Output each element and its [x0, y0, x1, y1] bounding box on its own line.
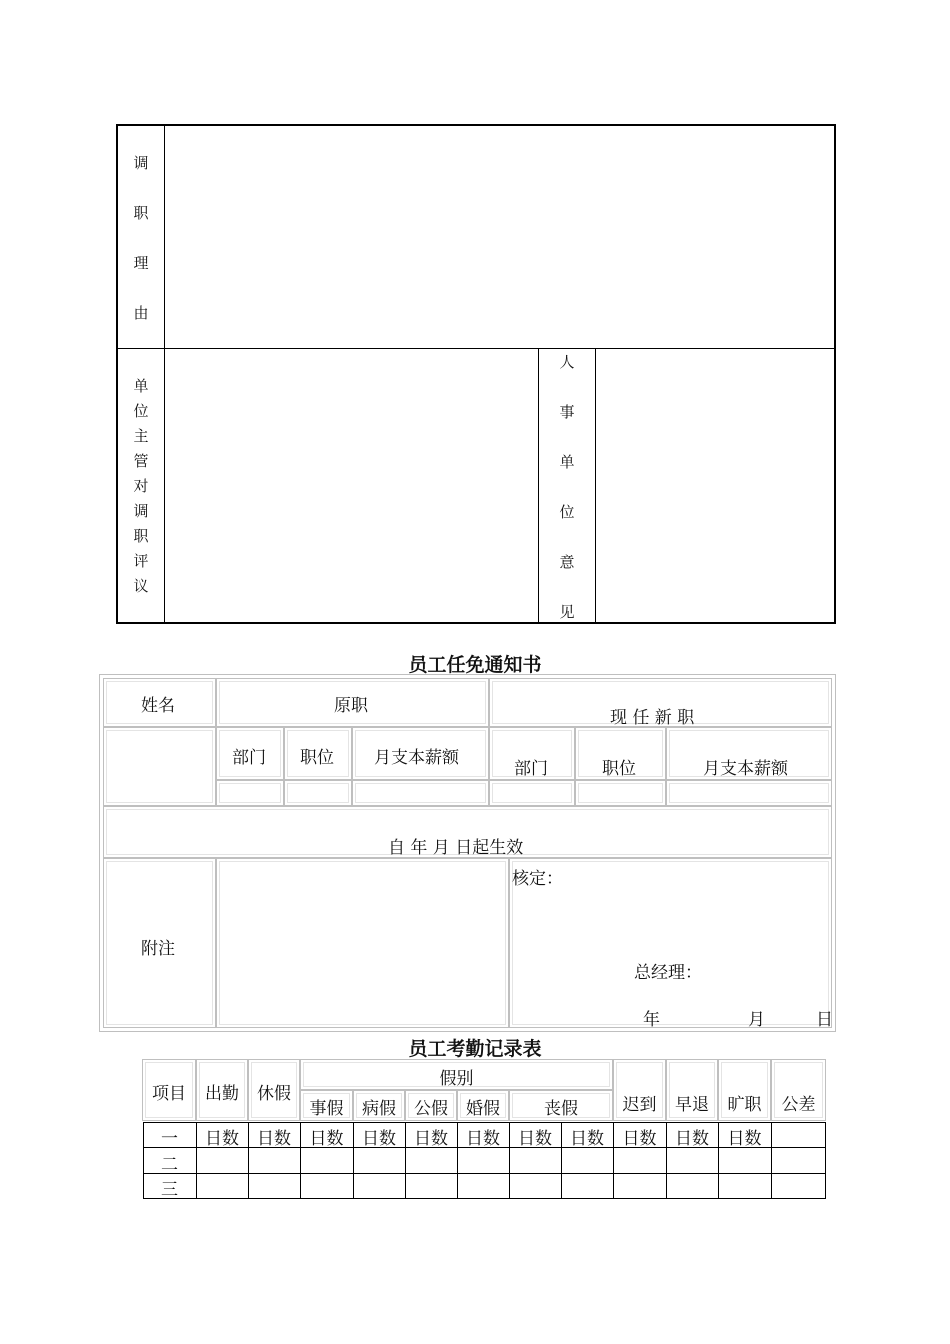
att-row-label: 三 — [161, 1180, 178, 1200]
form-left-border — [116, 124, 118, 624]
orig-position-value[interactable] — [284, 780, 352, 806]
day-unit: 日数 — [675, 1129, 709, 1149]
appointment-notice-title: 员工任免通知书 — [408, 654, 542, 676]
day-unit: 日数 — [257, 1129, 291, 1149]
effective-date-text: 自 年 月 日起生效 — [388, 838, 524, 858]
reason-label-char: 由 — [133, 304, 149, 322]
form-right-border — [834, 124, 836, 624]
day-unit: 日数 — [205, 1129, 239, 1149]
year-label: 年 — [643, 1010, 660, 1030]
attendance-title: 员工考勤记录表 — [408, 1038, 542, 1060]
att-row-label: 一 — [161, 1129, 178, 1149]
orig-salary-label: 月支本薪额 — [374, 748, 459, 768]
day-unit: 日数 — [727, 1129, 762, 1149]
gm-label: 总经理： — [634, 963, 702, 983]
orig-dept-label: 部门 — [232, 748, 266, 768]
day-unit: 日数 — [362, 1129, 396, 1149]
new-position-value[interactable] — [575, 780, 666, 806]
name-value-cell[interactable] — [103, 727, 216, 806]
supervisor-label-char: 职 — [133, 527, 149, 545]
remarks-value-cell[interactable] — [216, 858, 509, 1028]
supervisor-label-char: 管 — [133, 452, 149, 470]
reason-label-char: 调 — [133, 154, 149, 172]
hr-label-char: 单 — [559, 453, 575, 471]
day-unit: 日数 — [622, 1129, 657, 1149]
header-early: 早退 — [675, 1095, 709, 1115]
new-dept-label: 部门 — [514, 759, 548, 779]
header-personal: 事假 — [309, 1099, 344, 1119]
day-unit: 日数 — [414, 1129, 448, 1149]
header-funeral: 丧假 — [544, 1099, 578, 1119]
header-item: 项目 — [152, 1084, 186, 1104]
new-salary-label: 月支本薪额 — [703, 759, 788, 779]
header-late: 迟到 — [622, 1095, 657, 1115]
supervisor-label-char: 单 — [133, 377, 149, 395]
new-salary-value[interactable] — [666, 780, 832, 806]
supervisor-label-char: 主 — [133, 427, 149, 445]
header-marriage: 婚假 — [466, 1099, 500, 1119]
form-label-divider — [164, 124, 165, 624]
name-label: 姓名 — [141, 696, 175, 716]
orig-dept-value[interactable] — [216, 780, 284, 806]
remarks-label: 附注 — [141, 939, 175, 959]
day-unit: 日数 — [309, 1129, 344, 1149]
form-hr-divider-left — [538, 348, 539, 624]
header-absent: 旷职 — [727, 1095, 762, 1115]
reason-label-char: 理 — [133, 254, 149, 272]
reason-input-area[interactable] — [166, 126, 833, 347]
form-bottom-border — [116, 622, 836, 624]
att-row-line — [143, 1122, 826, 1123]
day-unit: 日数 — [518, 1129, 552, 1149]
supervisor-label-char: 评 — [133, 552, 149, 570]
hr-label-char: 人 — [559, 353, 575, 371]
supervisor-comment-area[interactable] — [166, 350, 537, 621]
month-label: 月 — [748, 1010, 765, 1030]
orig-position-label: 职位 — [300, 748, 334, 768]
form-mid-border — [116, 348, 836, 349]
header-sick: 病假 — [362, 1099, 396, 1119]
hr-opinion-area[interactable] — [597, 350, 833, 621]
supervisor-label-char: 议 — [133, 577, 149, 595]
day-unit: 日数 — [466, 1129, 500, 1149]
hr-label-char: 见 — [559, 603, 575, 621]
supervisor-label-char: 调 — [133, 502, 149, 520]
att-col-line — [825, 1122, 826, 1199]
att-row-line — [143, 1198, 826, 1199]
supervisor-label-char: 位 — [133, 402, 149, 420]
header-leave-group: 假别 — [439, 1069, 474, 1089]
day-unit: 日数 — [570, 1129, 604, 1149]
original-label: 原职 — [334, 696, 368, 716]
att-row-line — [143, 1173, 826, 1174]
approve-label: 核定： — [512, 869, 563, 889]
header-business: 公差 — [781, 1095, 816, 1115]
att-col-line — [771, 1122, 772, 1199]
day-label: 日 — [816, 1010, 833, 1030]
header-present: 出勤 — [205, 1084, 239, 1104]
hr-label-char: 事 — [559, 403, 575, 421]
header-official: 公假 — [414, 1099, 448, 1119]
att-row-label: 二 — [161, 1155, 178, 1175]
reason-label-char: 职 — [133, 204, 149, 222]
supervisor-label-char: 对 — [133, 477, 149, 495]
hr-label-char: 位 — [559, 503, 575, 521]
hr-label-char: 意 — [559, 553, 575, 571]
form-hr-divider-right — [595, 348, 596, 624]
new-position-label: 现 任 新 职 — [610, 708, 695, 728]
new-position-col-label: 职位 — [602, 759, 636, 779]
new-dept-value[interactable] — [489, 780, 575, 806]
orig-salary-value[interactable] — [352, 780, 489, 806]
header-rest: 休假 — [257, 1084, 291, 1104]
